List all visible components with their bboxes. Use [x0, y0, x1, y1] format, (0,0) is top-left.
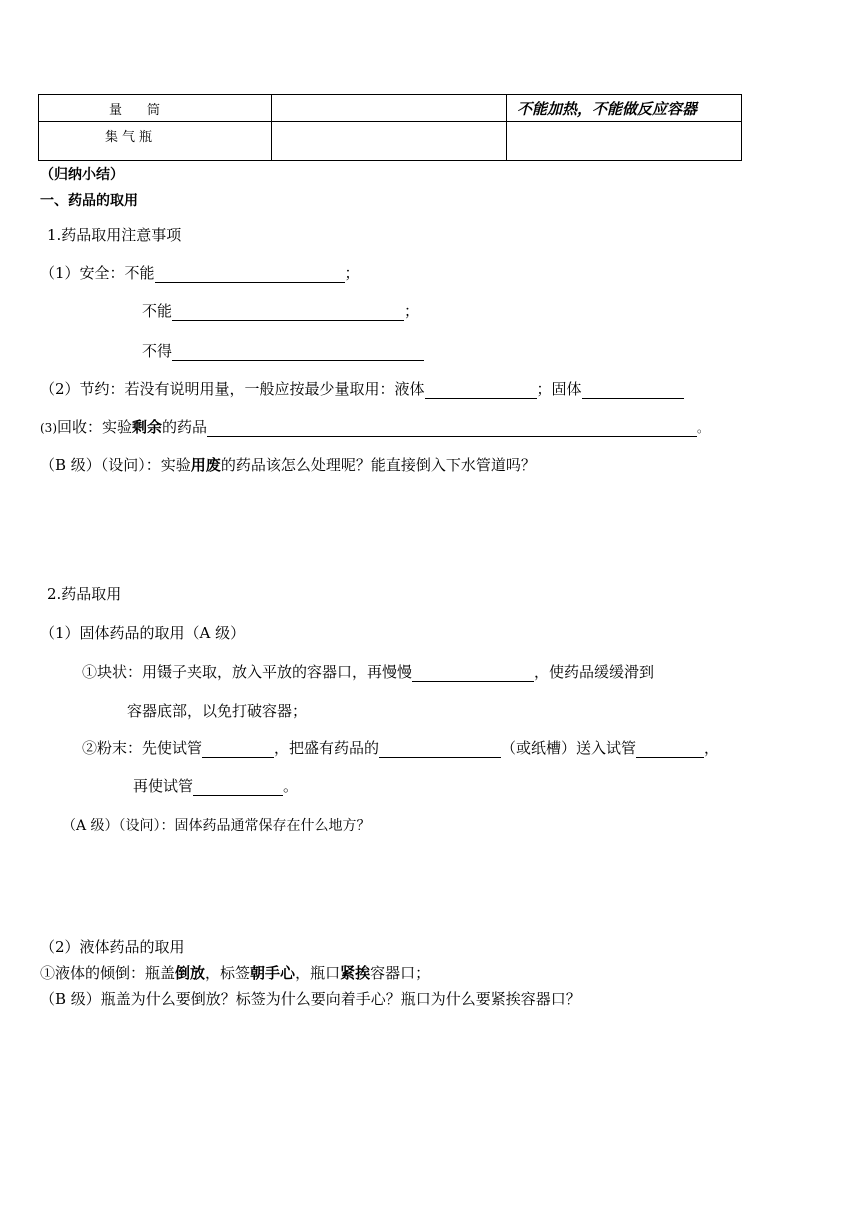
- liquid-title: （2）液体药品的取用: [40, 938, 185, 956]
- question-line: （A 级）（设问）：固体药品通常保存在什么地方？: [62, 818, 371, 834]
- fill-blank[interactable]: [379, 740, 501, 758]
- table-cell-use: [272, 122, 507, 161]
- pour-line: ①液体的倾倒：瓶盖倒放，标签朝手心，瓶口紧挨容器口；: [40, 964, 431, 982]
- fill-blank[interactable]: [582, 381, 684, 399]
- fill-blank[interactable]: [425, 381, 537, 399]
- thrift-line: （2）节约：若没有说明用量，一般应按最少量取用：液体 ；固体: [40, 378, 684, 399]
- table-cell-use: [272, 95, 507, 122]
- fill-blank[interactable]: [172, 303, 404, 321]
- section-heading: 一、药品的取用: [40, 193, 138, 209]
- table-cell-name: 量 筒: [39, 95, 272, 122]
- safety-line-3: 不得: [142, 340, 424, 361]
- fill-blank[interactable]: [172, 343, 424, 361]
- recycle-line: (3)回收：实验剩余的药品 。: [40, 418, 710, 436]
- block-line-2: 容器底部，以免打破容器；: [127, 702, 308, 720]
- fill-blank[interactable]: [155, 265, 345, 283]
- powder-line: ②粉末：先使试管 ，把盛有药品的 （或纸槽）送入试管 ，: [82, 739, 720, 757]
- summary-heading: （归纳小结）: [40, 167, 124, 183]
- subsection-title: 1.药品取用注意事项: [47, 226, 182, 244]
- question-line: （B 级）瓶盖为什么要倒放？标签为什么要向着手心？瓶口为什么要紧挨容器口？: [40, 990, 581, 1008]
- fill-blank[interactable]: [412, 664, 534, 682]
- table-row: [39, 95, 742, 122]
- table-cell-note: [507, 122, 742, 161]
- subsection-title: 2.药品取用: [47, 585, 122, 603]
- fill-blank[interactable]: [193, 778, 283, 796]
- question-line: （B 级）（设问）：实验用废的药品该怎么处理呢？能直接倒入下水管道吗？: [40, 456, 536, 474]
- table-row: [39, 122, 742, 161]
- safety-line-1: （1）安全：不能 ；: [40, 264, 360, 282]
- powder-line-2: 再使试管 。: [133, 777, 299, 795]
- table-cell-note: 不能加热，不能做反应容器: [507, 95, 742, 122]
- table-cell-name: 集气瓶: [39, 122, 272, 161]
- solid-title: （1）固体药品的取用（A 级）: [40, 624, 246, 642]
- fill-blank[interactable]: [207, 419, 697, 437]
- safety-line-2: 不能 ；: [142, 302, 420, 320]
- fill-blank[interactable]: [202, 740, 274, 758]
- fill-blank[interactable]: [636, 740, 704, 758]
- block-line: ①块状：用镊子夹取，放入平放的容器口，再慢慢 ，使药品缓缓滑到: [82, 663, 655, 681]
- equipment-table: [38, 94, 742, 161]
